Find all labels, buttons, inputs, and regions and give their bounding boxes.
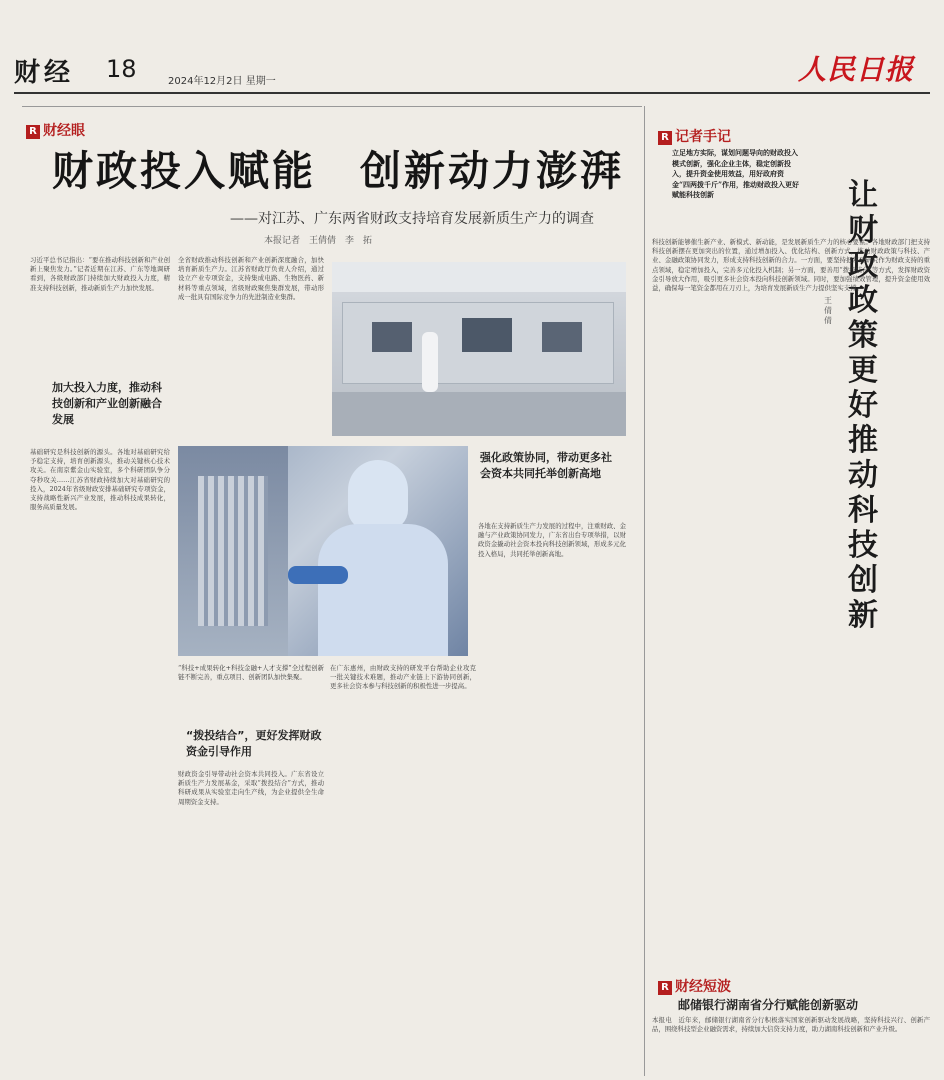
article-text: 在广东惠州，由财政支持的研发平台帮助企业攻克一批关键技术难题，推动产业链上下游协同创新，更多社会资本参与科技创新的积极性进一步提高。 [330, 664, 476, 691]
byline: 本报记者 王倩倩 李 拓 [264, 236, 373, 246]
reporter-note-author: 王倩倩 [824, 296, 832, 325]
article-text: 各地在支持新质生产力发展的过程中，注重财政、金融与产业政策协同发力，广东省出台专项举措，以财政资金撬动社会资本投向科技创新领域，形成多元化投入格局，共同托举创新高地。 [478, 522, 626, 558]
top-rule [22, 106, 642, 107]
reporter-note-title[interactable]: 让财政政策更好推动科技创新 [848, 178, 878, 633]
reporter-note-lede: 立足地方实际，谋划问题导向的财政投入模式创新，强化企业主体，稳定创新投入，提升资金使用效益，用好政府资金“四两拨千斤”作用，推动财政投入更好赋能科技创新 [672, 148, 800, 199]
header-rule [14, 92, 930, 94]
subtitle: ——对江苏、广东两省财政支持培育发展新质生产力的调查 [230, 211, 594, 227]
headline[interactable]: 财政投入赋能 创新动力澎湃 [52, 147, 624, 195]
article-text: 全省财政推动科技创新和产业创新深度融合，加快培育新质生产力。江苏省财政厅负责人介绍，通过设立产业专项资金，支持集成电路、生物医药、新材料等重点领域，省级财政聚焦集群发展，带动形成一批具有国际竞争力的先进制造业集群。 [178, 256, 324, 301]
article-text: 财政资金引导带动社会资本共同投入。广东省设立新质生产力发展基金，采取“拨投结合”方式，推动科研成果从实验室走向生产线，为企业提供全生命周期资金支持。 [178, 770, 324, 806]
article-text: 习近平总书记指出：“要在推动科技创新和产业创新上聚焦发力。”记者近期在江苏、广东等地调研看到，各级财政部门持续加大财政投入力度，精准支持科技创新，推动新质生产力加快发展。 [30, 256, 170, 292]
researcher-photo[interactable] [178, 446, 468, 656]
lab-photo[interactable] [332, 262, 626, 436]
short-news-label: 财经短波 [675, 979, 731, 995]
short-news-icon: R [658, 981, 672, 995]
column-tag-icon: R [26, 125, 40, 139]
reporter-note-body: 科技创新能够催生新产业、新模式、新动能，是发展新质生产力的核心要素。各地财政部门把支持科技创新摆在更加突出的位置，通过增加投入、优化结构、创新方式，推动财政政策与科技、产业、金融政策协同发力，形成支持科技创新的合力。一方面，要坚持把基础研究作为财政支持的重点领域，稳定增加投入，完善多元化投入机制；另一方面，要善用“拨投结合”等方式，发挥财政资金引导放大作用，吸引更多社会资本投向科技创新领域。同时，要加强绩效管理，提升资金使用效益，确保每一笔资金都用在刀刃上，为培育发展新质生产力提供坚实支撑。 [652, 238, 930, 293]
article-text: 基础研究是科技创新的源头。各地对基础研究给予稳定支持，培育创新源头，推动关键核心技术攻关。在南京紫金山实验室，多个科研团队争分夺秒攻关……江苏省财政持续加大对基础研究的投入，2024年省级财政安排基础研究专项资金，支持战略性新兴产业发展，推动科技成果转化，服务高质量发展。 [30, 448, 170, 512]
section-title: 财经 [14, 58, 75, 88]
subhead-1: 加大投入力度，推动科技创新和产业创新融合发展 [52, 381, 162, 426]
subhead-3: “拨投结合”，更好发挥财政资金引导作用 [186, 729, 322, 758]
subhead-2: 强化政策协同，带动更多社会资本共同托举创新高地 [480, 451, 612, 480]
reporter-note-label: 记者手记 [675, 129, 731, 145]
reporter-note-icon: R [658, 131, 672, 145]
short-news-tag [658, 976, 731, 996]
page-number: 18 [106, 55, 137, 83]
short-news-title[interactable]: 邮储银行湖南省分行赋能创新驱动 [678, 998, 859, 1012]
issue-date: 2024年12月2日 星期一 [168, 76, 276, 87]
article-text: “科技+成果转化+科技金融+人才支撑”全过程创新链不断完善，重点项目、创新团队加快集聚。 [178, 664, 324, 682]
reporter-note-tag [658, 126, 731, 146]
newspaper-logo: 人民日报 [798, 53, 915, 86]
column-divider [644, 106, 645, 1076]
column-tag [26, 120, 85, 140]
column-tag-label: 财经眼 [43, 123, 85, 139]
short-news-body: 本报电 近年来，邮储银行湖南省分行积极落实国家创新驱动发展战略，坚持科技兴行、创新产品，围绕科技型企业融资需求，持续加大信贷支持力度，助力湖南科技创新和产业升级。 [652, 1016, 930, 1034]
